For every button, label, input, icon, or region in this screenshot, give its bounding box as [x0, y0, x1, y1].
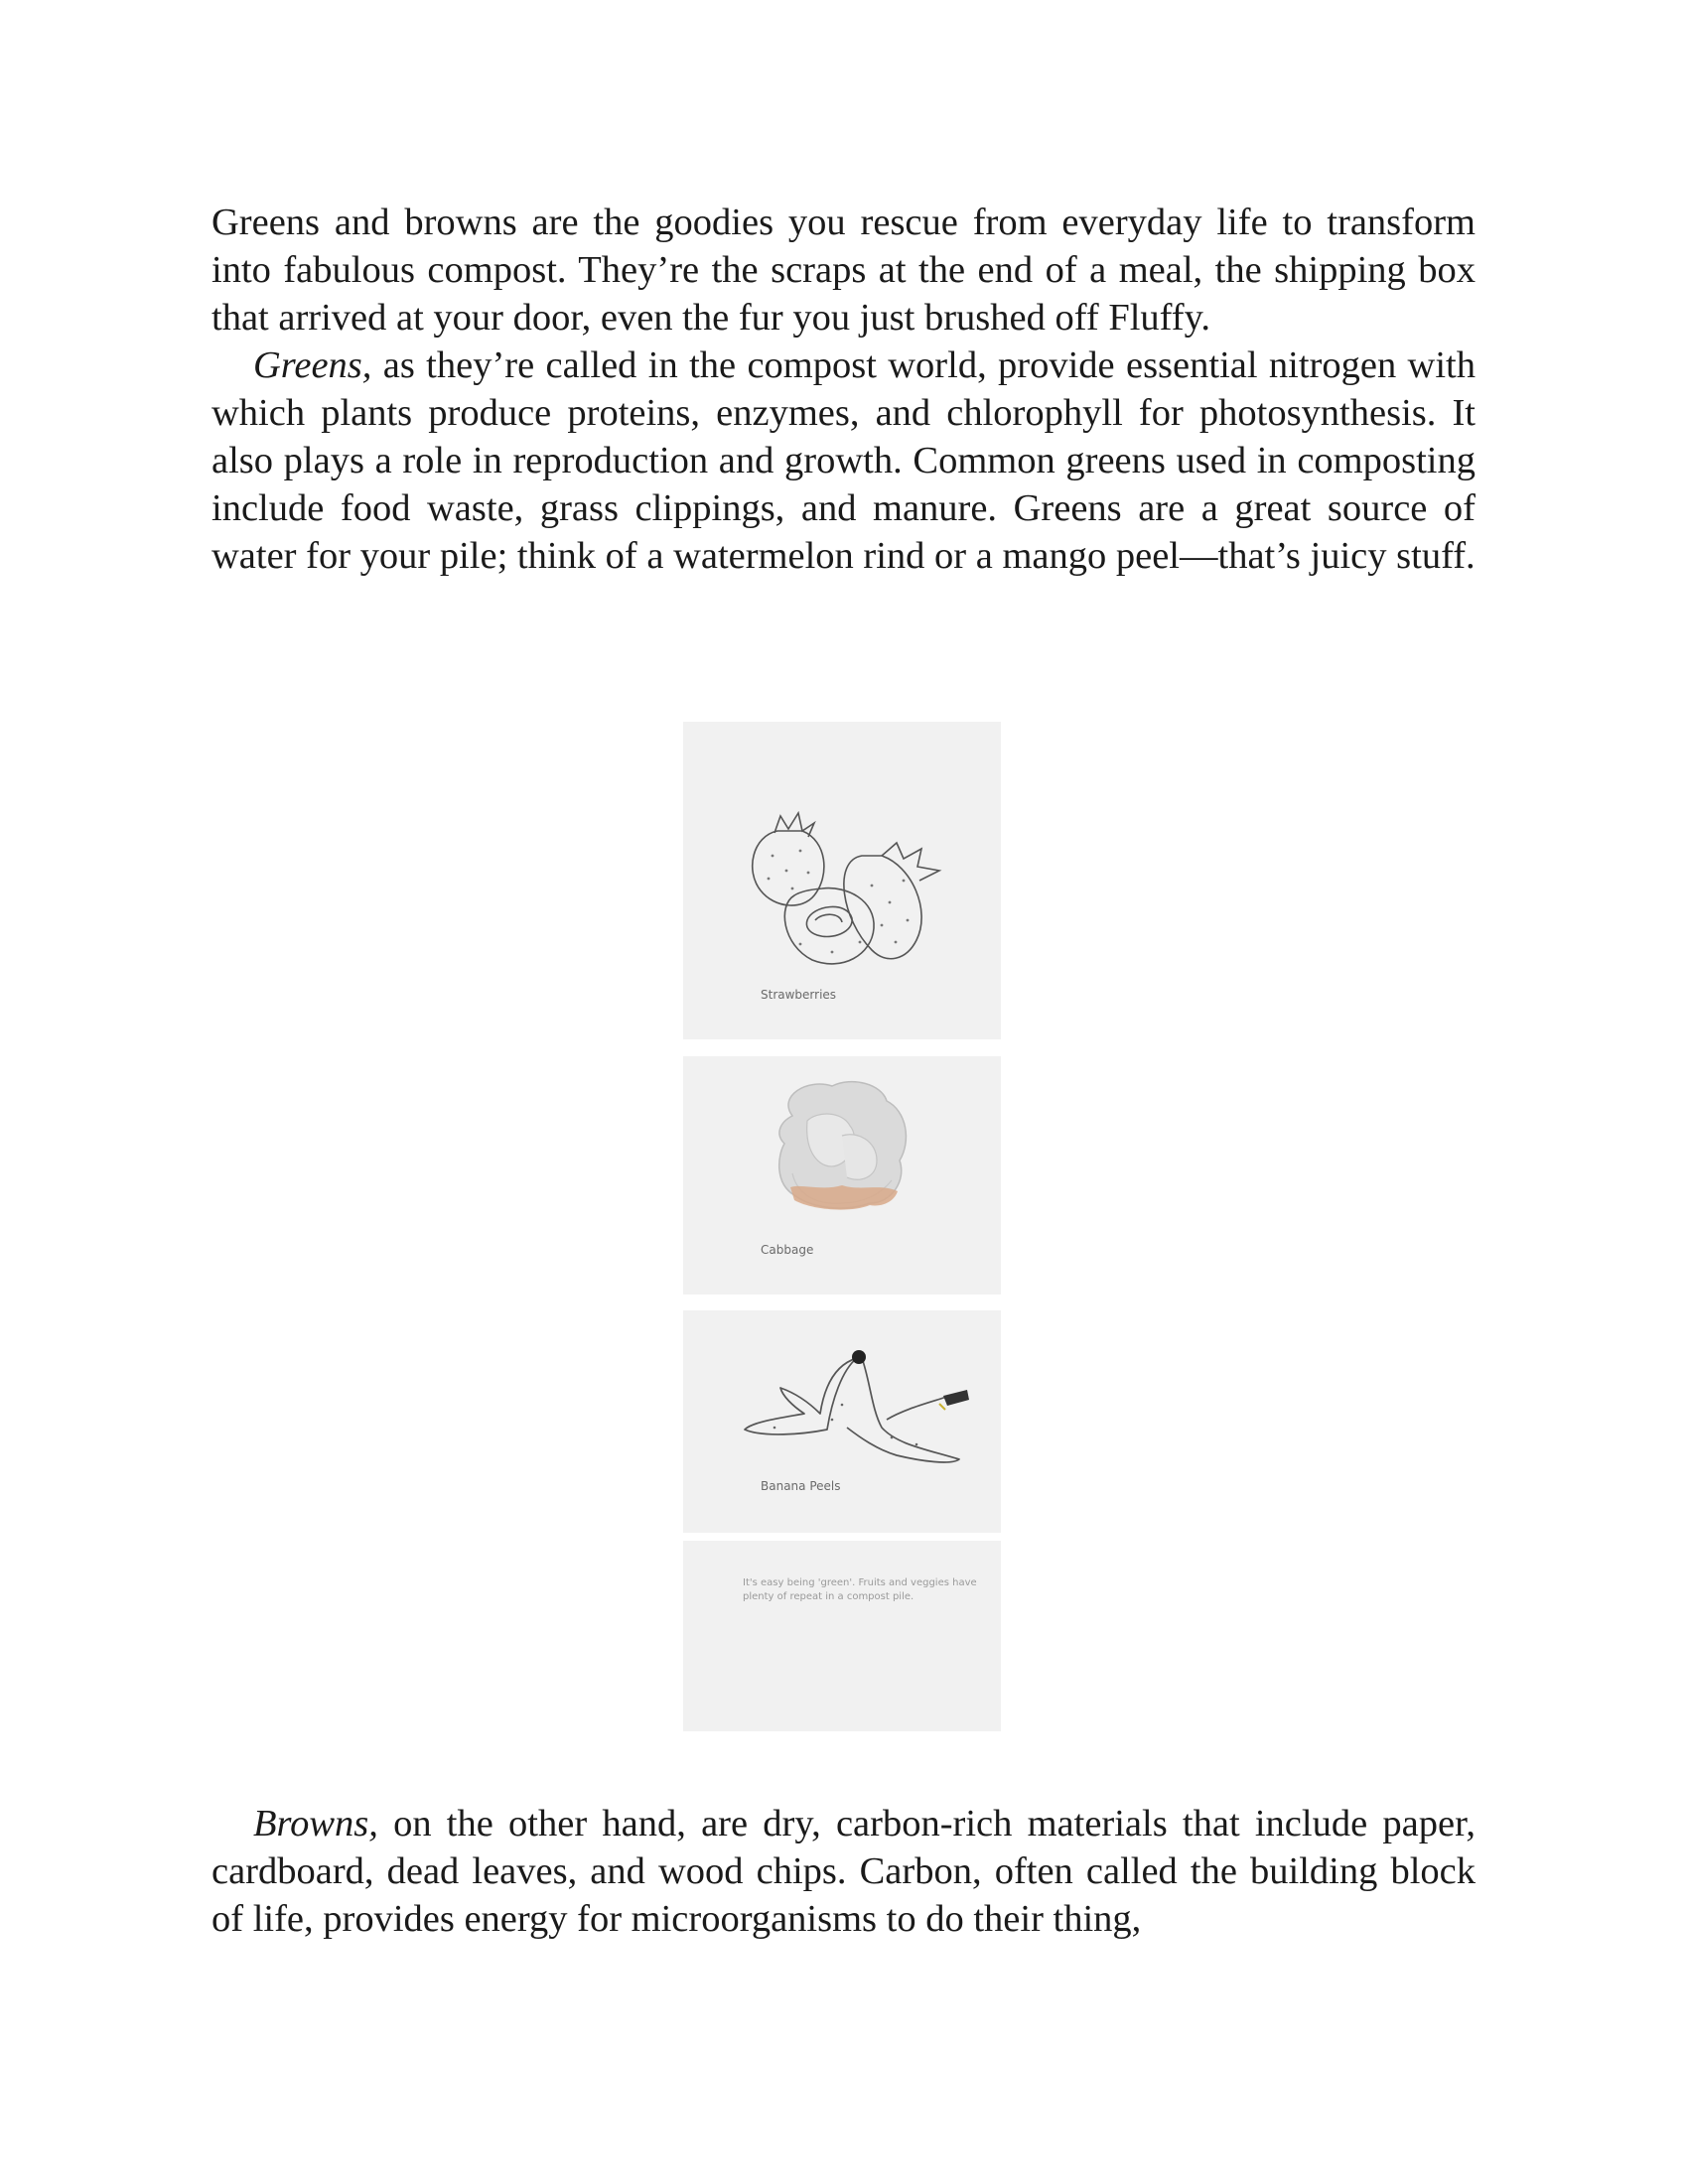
body-text-bottom: [211, 1800, 1476, 1943]
paragraph-browns: [211, 1800, 1476, 1943]
strawberries-label: Strawberries: [761, 988, 837, 1002]
illustration-strawberries: [683, 722, 1001, 1039]
illustration-note-text: It's easy being 'green'. Fruits and veggies have plenty of repeat in a compost pile.: [743, 1577, 977, 1602]
cabbage-label: Cabbage: [761, 1243, 814, 1257]
cabbage-drawing: [683, 1056, 1001, 1295]
illustration-note: [683, 1541, 1001, 1731]
banana-peel-label: Banana Peels: [761, 1479, 841, 1493]
term-greens: Greens,: [253, 344, 372, 386]
paragraph-greens: [211, 341, 1476, 580]
banana-peel-drawing: [683, 1310, 1001, 1533]
illustration-banana-peel: [683, 1310, 1001, 1533]
paragraph-intro: [211, 199, 1476, 341]
paragraph-greens-text: as they’re called in the compost world, provide essential nitrogen with which plants produce proteins, enzymes, and chlorophyll for photosynthesis. It also plays a role in reproduction and growth. Common greens used in composting include food waste, grass clippings, and manure. Greens are a great source of water for your pile; think of a watermelon rind or a mango peel—that’s juicy stuff.: [211, 344, 1476, 577]
paragraph-browns-text: on the other hand, are dry, carbon-rich materials that include paper, cardboard, dead leaves, and wood chips. Carbon, often called the building block of life, provides energy for microorganisms to do their thing,: [211, 1803, 1476, 1940]
term-browns: Browns,: [253, 1803, 378, 1844]
body-text-top: [211, 199, 1476, 580]
illustration-cabbage: [683, 1056, 1001, 1295]
paragraph-intro-text: Greens and browns are the goodies you rescue from everyday life to transform into fabulous compost. They’re the scraps at the end of a meal, the shipping box that arrived at your door, even the fur you just brushed off Fluffy.: [211, 202, 1476, 339]
strawberries-drawing: [683, 722, 1001, 1039]
